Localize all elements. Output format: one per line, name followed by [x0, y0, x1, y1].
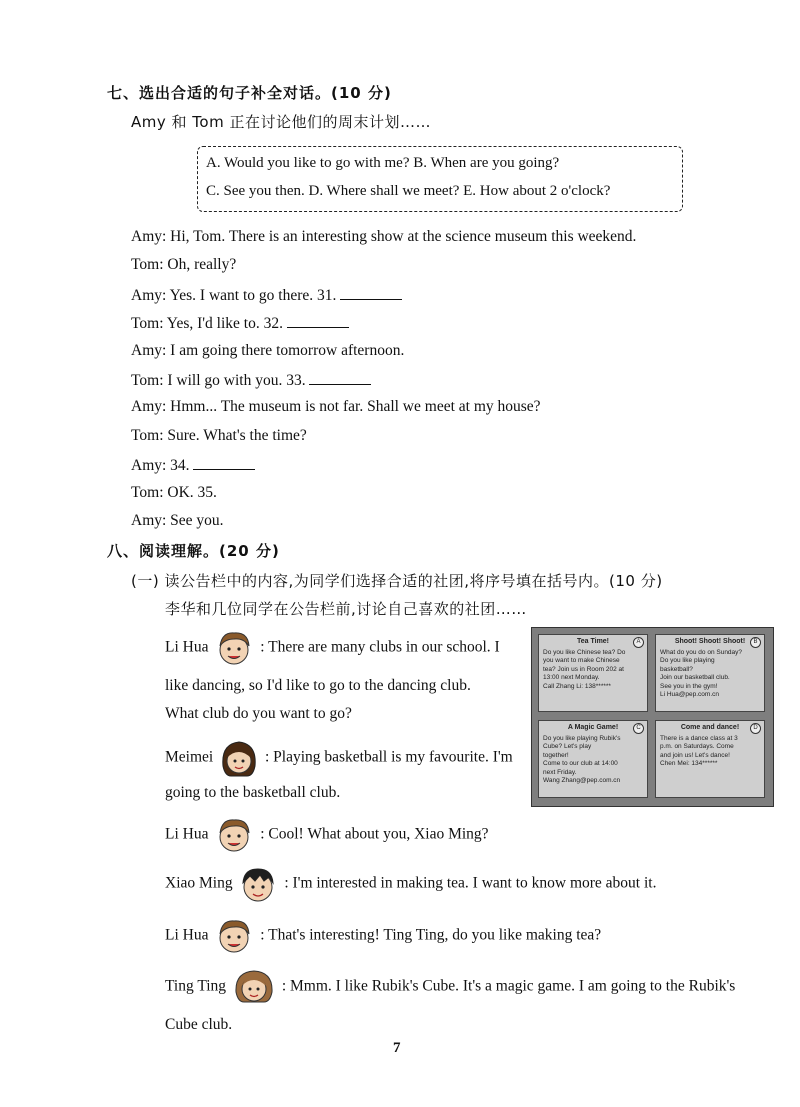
notice-line: p.m. on Saturdays. Come	[660, 743, 734, 750]
dialogue-line	[165, 966, 735, 1008]
dialogue-line	[131, 285, 402, 305]
section-7-intro: Amy 和 Tom 正在讨论他们的周末计划……	[131, 113, 431, 131]
notice-line: next Friday.	[543, 768, 577, 776]
options-row-2: C. See you then. D. Where shall we meet? E. How about 2 o'clock?	[206, 183, 611, 199]
speaker-name: Xiao Ming	[165, 874, 233, 892]
notice-card	[655, 720, 765, 798]
dialogue-line: like dancing, so I'd like to go to the dancing club.	[165, 677, 471, 694]
dialogue-line: Amy: Hi, Tom. There is an interesting show at the science museum this weekend.	[131, 228, 637, 245]
dialogue-line	[165, 863, 656, 905]
notice-title: Shoot! Shoot! Shoot!	[674, 638, 746, 645]
speaker-name: Ting Ting	[165, 977, 227, 995]
dialogue-text: Amy: 34.	[131, 457, 190, 474]
dialogue-line: Amy: See you.	[131, 512, 224, 529]
notice-line: 13:00 next Monday.	[543, 674, 600, 681]
notice-letter: A	[633, 637, 644, 648]
notice-line: you want to make Chinese	[543, 657, 620, 664]
speaker-name: Li Hua	[165, 926, 209, 944]
dialogue-text: : There are many clubs in our school. I	[260, 638, 500, 656]
notice-line: Call Zhang Li: 138******	[543, 682, 611, 690]
notice-line: Do you like playing Rubik's	[543, 734, 621, 742]
notice-card	[538, 720, 648, 798]
dialogue-text: : Cool! What about you, Xiao Ming?	[260, 825, 489, 843]
notice-line: See you in the gym!	[660, 682, 718, 690]
notice-letter: D	[750, 723, 761, 734]
dialogue-text: Tom: Yes, I'd like to. 32.	[131, 315, 283, 332]
dialogue-line	[131, 370, 371, 390]
notice-card	[655, 634, 765, 712]
dialogue-line: Tom: Oh, really?	[131, 256, 237, 273]
notice-title: Come and dance!	[680, 724, 740, 731]
dialogue-text: : I'm interested in making tea. I want to know more about it.	[284, 874, 657, 892]
dialogue-line	[131, 313, 349, 333]
dialogue-line	[131, 455, 255, 475]
boy-avatar-icon	[236, 863, 280, 905]
notice-line: Join our basketball club.	[660, 674, 730, 681]
dialogue-line: Tom: Sure. What's the time?	[131, 427, 307, 444]
dialogue-text: Tom: I will go with you. 33.	[131, 372, 306, 389]
dialogue-text: Amy: Yes. I want to go there. 31.	[131, 287, 337, 304]
speaker-name: Li Hua	[165, 638, 209, 656]
answer-blank-33[interactable]	[309, 370, 371, 385]
notice-card	[538, 634, 648, 712]
dialogue-line	[165, 916, 601, 956]
notice-line: Cube? Let's play	[543, 743, 592, 750]
answer-blank-34[interactable]	[193, 455, 255, 470]
notice-title: Tea Time!	[576, 638, 610, 645]
notice-line: tea? Join us in Room 202 at	[543, 665, 624, 673]
options-box	[197, 146, 683, 212]
notice-line: Li Hua@pep.com.cn	[660, 691, 719, 698]
answer-blank-31[interactable]	[340, 285, 402, 300]
dialogue-line: Cube club.	[165, 1016, 233, 1033]
bulletin-board	[531, 627, 774, 807]
notice-line: Wang Zhang@pep.com.cn	[543, 777, 621, 784]
answer-blank-32[interactable]	[287, 313, 349, 328]
dialogue-line: going to the basketball club.	[165, 784, 341, 801]
dialogue-line: What club do you want to go?	[165, 705, 352, 722]
section-7-heading: 七、选出合适的句子补全对话。(10 分)	[107, 84, 392, 102]
part-1-intro: 李华和几位同学在公告栏前,讨论自己喜欢的社团……	[165, 600, 527, 618]
boy-avatar-icon	[212, 628, 256, 668]
notice-line: together!	[543, 751, 569, 759]
dialogue-line: Amy: I am going there tomorrow afternoon.	[131, 342, 405, 359]
dialogue-line	[165, 736, 513, 780]
notice-line: What do you do on Sunday?	[660, 648, 743, 656]
notice-line: and join us! Let's dance!	[660, 751, 730, 759]
speaker-name: Meimei	[165, 748, 214, 766]
dialogue-text: : That's interesting! Ting Ting, do you like making tea?	[260, 926, 602, 944]
boy-avatar-icon	[212, 815, 256, 855]
dialogue-line	[165, 628, 500, 668]
dialogue-line: Tom: OK. 35.	[131, 484, 217, 501]
notice-line: Chen Mei: 134******	[660, 760, 718, 767]
notice-line: Do you like playing	[660, 657, 715, 664]
notice-letter: C	[633, 723, 644, 734]
notice-letter: B	[750, 637, 761, 648]
dialogue-text: : Playing basketball is my favourite. I'm	[264, 748, 513, 766]
notice-line: basketball?	[660, 665, 693, 673]
part-1-instruction: (一) 读公告栏中的内容,为同学们选择合适的社团,将序号填在括号内。(10 分)	[131, 572, 663, 590]
dialogue-line	[165, 815, 489, 855]
boy-avatar-icon	[212, 916, 256, 956]
notice-title: A Magic Game!	[567, 724, 619, 731]
girl-avatar-icon	[217, 736, 261, 780]
notice-line: Do you like Chinese tea? Do	[543, 648, 626, 656]
girl-avatar-icon	[230, 966, 278, 1008]
notice-line: There is a dance class at 3	[660, 734, 738, 742]
page-number: 7	[393, 1040, 401, 1056]
speaker-name: Li Hua	[165, 825, 209, 843]
dialogue-text: : Mmm. I like Rubik's Cube. It's a magic game. I am going to the Rubik's	[281, 977, 736, 995]
notice-line: Come to our club at 14:00	[543, 760, 618, 767]
options-row-1: A. Would you like to go with me? B. When are you going?	[206, 155, 560, 171]
dialogue-line: Amy: Hmm... The museum is not far. Shall we meet at my house?	[131, 398, 541, 415]
section-8-heading: 八、阅读理解。(20 分)	[107, 542, 280, 560]
